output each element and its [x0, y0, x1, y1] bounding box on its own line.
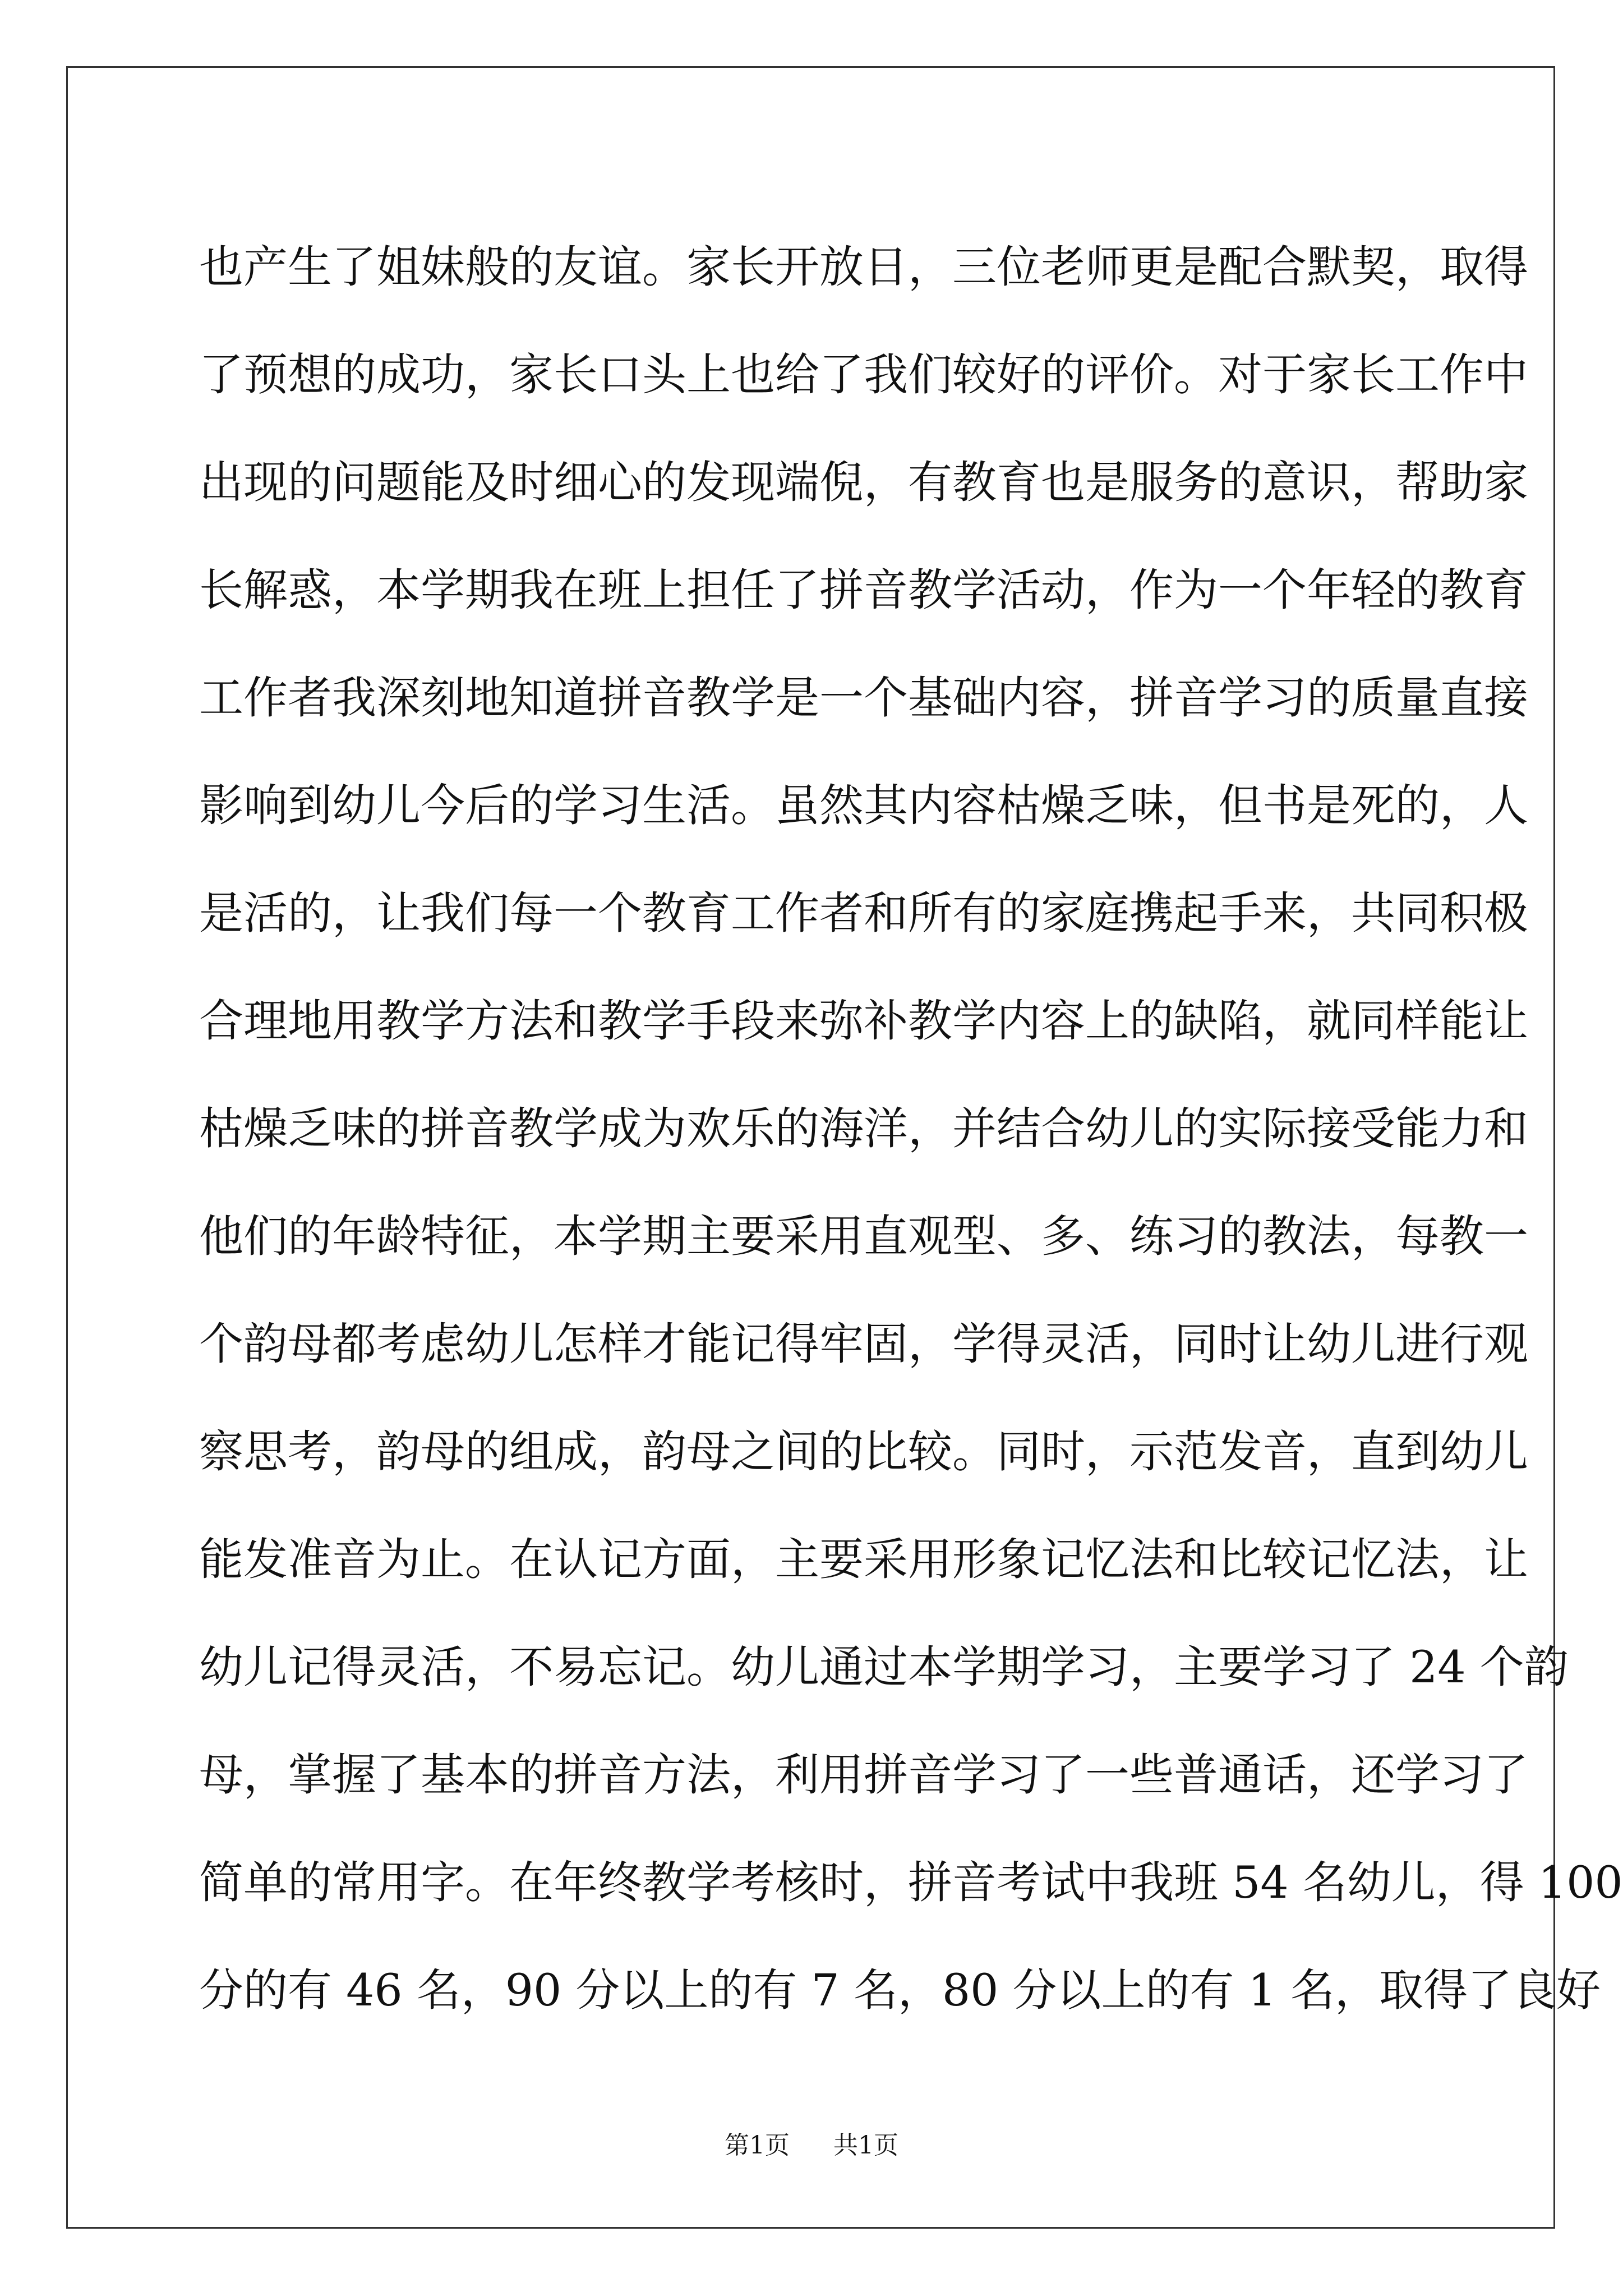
text-line-17: 分的有 46 名，90 分以上的有 7 名，80 分以上的有 1 名，取得了良好 [199, 1964, 1601, 2016]
text-line-5: 工作者我深刻地知道拼音教学是一个基础内容，拼音学习的质量直接 [199, 672, 1528, 724]
page-footer [0, 2129, 1623, 2162]
text-line-12: 察思考，韵母的组成，韵母之间的比较。同时，示范发音，直到幼儿 [199, 1426, 1528, 1478]
text-line-3: 出现的问题能及时细心的发现端倪，有教育也是服务的意识，帮助家 [199, 457, 1528, 508]
text-line-15: 母，掌握了基本的拼音方法，利用拼音学习了一些普通话，还学习了 [199, 1749, 1528, 1801]
text-line-10: 他们的年龄特征，本学期主要采用直观型、多、练习的教法，每教一 [199, 1211, 1528, 1262]
text-line-7: 是活的，让我们每一个教育工作者和所有的家庭携起手来，共同积极 [199, 887, 1528, 939]
text-line-13: 能发准音为止。在认记方面，主要采用形象记忆法和比较记忆法，让 [199, 1534, 1528, 1585]
text-line-16: 简单的常用字。在年终教学考核时，拼音考试中我班 54 名幼儿，得 100 [199, 1857, 1623, 1908]
document-body [199, 213, 1623, 2044]
text-line-14: 幼儿记得灵活，不易忘记。幼儿通过本学期学习，主要学习了 24 个韵 [199, 1641, 1569, 1693]
text-line-4: 长解惑，本学期我在班上担任了拼音教学活动，作为一个年轻的教育 [199, 564, 1528, 616]
text-line-9: 枯燥乏味的拼音教学成为欢乐的海洋，并结合幼儿的实际接受能力和 [199, 1103, 1528, 1154]
text-line-1: 也产生了姐妹般的友谊。家长开放日，三位老师更是配合默契，取得 [199, 241, 1528, 293]
total-pages-label: 共1页 [833, 2131, 898, 2160]
text-line-2: 了预想的成功，家长口头上也给了我们较好的评价。对于家长工作中 [199, 349, 1528, 401]
text-line-11: 个韵母都考虑幼儿怎样才能记得牢固，学得灵活，同时让幼儿进行观 [199, 1318, 1528, 1370]
text-line-6: 影响到幼儿今后的学习生活。虽然其内容枯燥乏味，但书是死的，人 [199, 780, 1528, 831]
page-number-label: 第1页 [725, 2131, 790, 2160]
text-line-8: 合理地用教学方法和教学手段来弥补教学内容上的缺陷，就同样能让 [199, 995, 1528, 1047]
